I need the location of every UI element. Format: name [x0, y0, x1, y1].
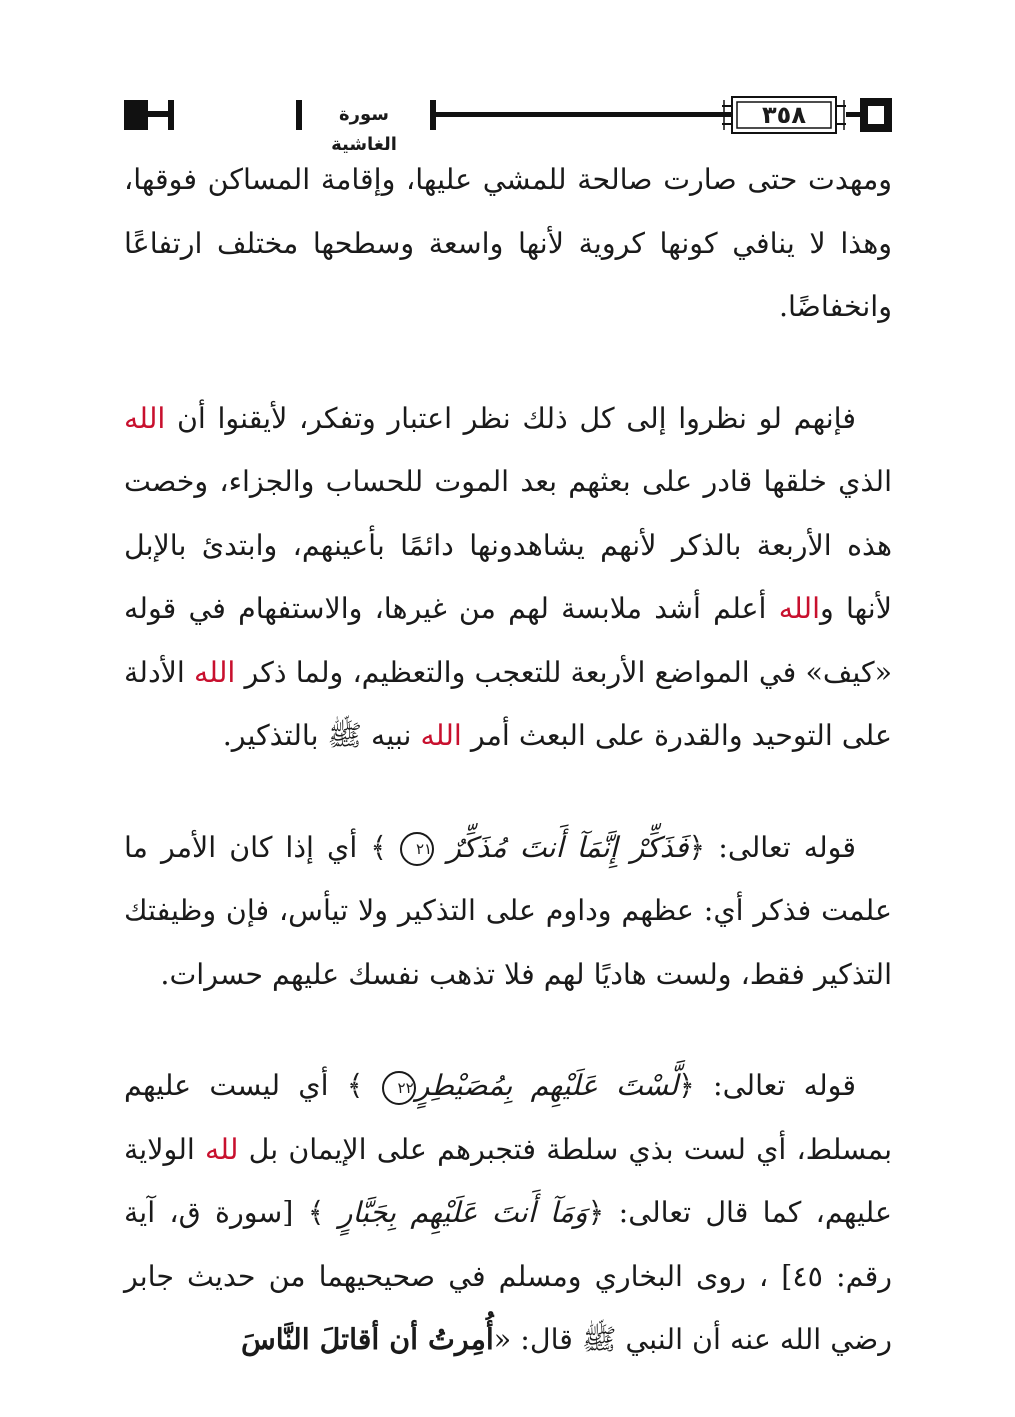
quran-verse: لَّسْتَ عَلَيْهِم بِمُصَيْطِرٍ — [415, 1069, 679, 1102]
sura-name: سورة الغاشية — [304, 100, 424, 160]
paragraph-4-text-3: الولاية عليهم، كما قال تعالى: ﴿ — [124, 1132, 892, 1229]
divine-name: الله — [124, 401, 166, 435]
divine-name: الله — [778, 592, 821, 625]
quran-verse: فَذَكِّرْ إِنَّمَآ أَنتَ مُذَكِّرٌ — [447, 830, 689, 864]
paragraph-4-text-1: قوله تعالى: ﴿ — [678, 1069, 856, 1102]
paragraph-2-text-4: الأدلة على التوحيد والقدرة على البعث أمر — [124, 655, 892, 752]
page-header — [124, 92, 892, 155]
page-number: ٣٥٨ — [762, 101, 806, 129]
paragraph-2 — [124, 387, 892, 768]
paragraph-3-text-1: قوله تعالى: ﴿ — [688, 830, 857, 864]
paragraph-4-text-4: ﴾ [سورة ق، آية رقم: ٤٥] ، روى البخاري ومسلم في صحيحيهما من حديث جابر رضي الله عنه أن النبي ﷺ قال: « — [124, 1196, 893, 1356]
paragraph-1 — [124, 148, 892, 339]
paragraph-4-text-2: ﴾ أي ليست عليهم بمسلط، أي لست بذي سلطة فتجبرهم على الإيمان بل — [124, 1069, 893, 1166]
paragraph-4 — [124, 1054, 892, 1372]
quran-verse: وَمَآ أَنتَ عَلَيْهِم بِجَبَّارٍ — [338, 1196, 588, 1229]
paragraph-2-text-1: فإنهم لو نظروا إلى كل ذلك نظر اعتبار وتفكر، لأيقنوا أن — [176, 401, 856, 435]
paragraph-2-text-5: نبيه ﷺ بالتذكير. — [222, 719, 412, 752]
ayah-number-marker: ٢٢ — [382, 1071, 416, 1105]
paragraph-2-text-2: الذي خلقها قادر على بعثهم بعد الموت للحساب والجزاء، وخصت هذه الأربعة بالذكر لأنهم يشاهدونها دائمًا بأعينهم، وابتدئ بالإبل لأنها و — [124, 465, 892, 625]
divine-name: الله — [420, 719, 462, 752]
hadith-quote: أُمِرتُ أن أقاتلَ النَّاسَ — [240, 1322, 494, 1356]
page-body — [124, 148, 892, 1372]
divine-name: الله — [194, 655, 236, 689]
paragraph-2-text-3: أعلم أشد ملابسة لهم من غيرها، والاستفهام في قوله «كيف» في المواضع الأربعة للتعجب والتعظيم، ولما ذكر — [124, 592, 893, 689]
header-left-block — [124, 100, 148, 130]
header-rule — [436, 112, 732, 117]
paragraph-3-text-2: ﴾ أي إذا كان الأمر ما علمت فذكر أي: عظهم وداوم على التذكير ولا تيأس، فإن وظيفتك التذكير فقط، ولست هاديًا لهم فلا تذهب نفسك عليهم حسرات. — [124, 830, 892, 991]
paragraph-1-text: ومهدت حتى صارت صالحة للمشي عليها، وإقامة المساكن فوقها، وهذا لا ينافي كونها كروية لأنها واسعة وسطحها مختلف ارتفاعًا وانخفاضًا. — [124, 163, 892, 323]
ayah-number-marker: ٢١ — [400, 832, 434, 866]
paragraph-3 — [124, 816, 892, 1007]
divine-name: لله — [205, 1132, 239, 1166]
